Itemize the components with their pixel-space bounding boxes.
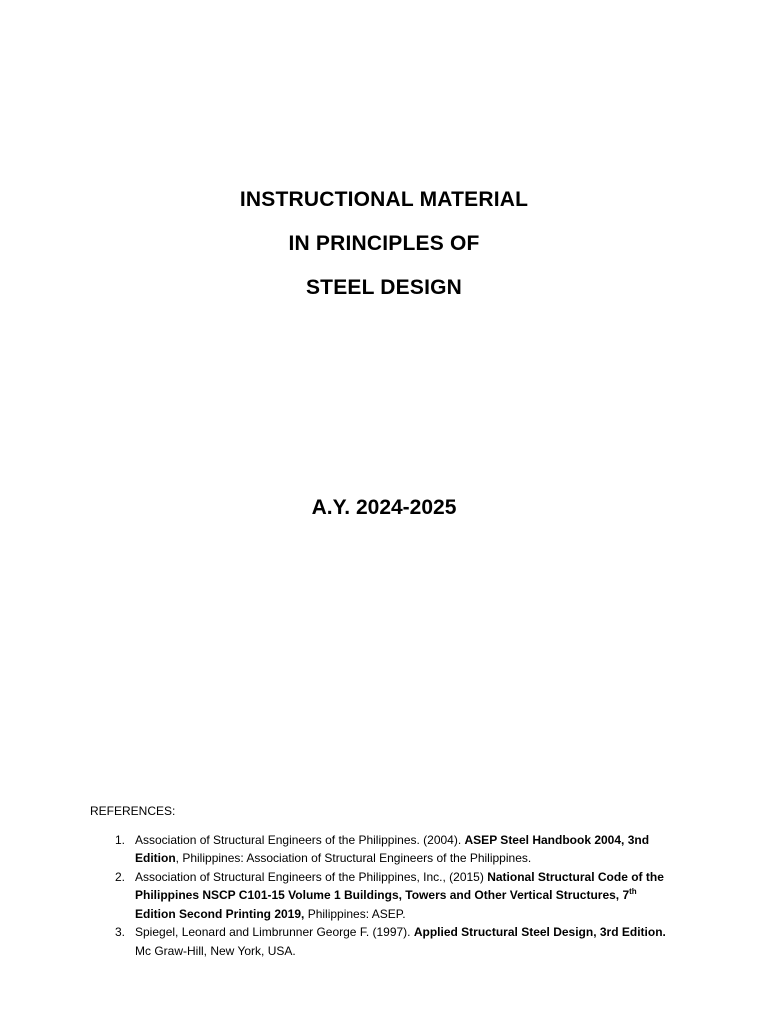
reference-superscript: th [629, 887, 637, 896]
reference-number: 2. [115, 869, 126, 884]
references-heading: REFERENCES: [90, 804, 176, 818]
reference-publisher: , Philippines: Association of Structural Engineers of the Philippines. [175, 851, 532, 865]
reference-text [135, 868, 690, 924]
reference-item [90, 831, 690, 868]
reference-publisher: Mc Graw-Hill, New York, USA. [135, 943, 296, 958]
reference-title: Applied Structural Steel Design, 3rd Edition. [413, 925, 666, 939]
title-line-3: STEEL DESIGN [305, 276, 463, 299]
reference-number: 3. [115, 925, 126, 939]
reference-title: ASEP Steel Handbook 2004, 3nd Edition [135, 832, 650, 865]
academic-year: A.Y. 2024-2025 [311, 496, 457, 519]
reference-title: National Structural Code of the Philippines NSCP C101-15 Volume 1 Buildings, Towers and Other Vertical Structures, 7 [135, 869, 664, 902]
reference-author: Association of Structural Engineers of the Philippines. (2004). [135, 832, 465, 847]
reference-text [135, 831, 690, 868]
reference-author: Spiegel, Leonard and Limbrunner George F. (1997). [135, 925, 414, 939]
references-section [90, 802, 690, 960]
reference-author: Association of Structural Engineers of the Philippines, Inc., (2015) [135, 869, 488, 884]
reference-text [135, 923, 690, 960]
title-line-2: IN PRINCIPLES OF [288, 232, 480, 255]
title-line-1: INSTRUCTIONAL MATERIAL [239, 188, 529, 211]
reference-edition: Edition Second Printing 2019, [135, 906, 305, 921]
reference-publisher: Philippines: ASEP. [304, 906, 406, 921]
reference-item [90, 923, 690, 960]
reference-number: 1. [115, 832, 126, 847]
document-title [0, 183, 768, 315]
reference-item [90, 868, 690, 924]
references-list [90, 831, 690, 961]
